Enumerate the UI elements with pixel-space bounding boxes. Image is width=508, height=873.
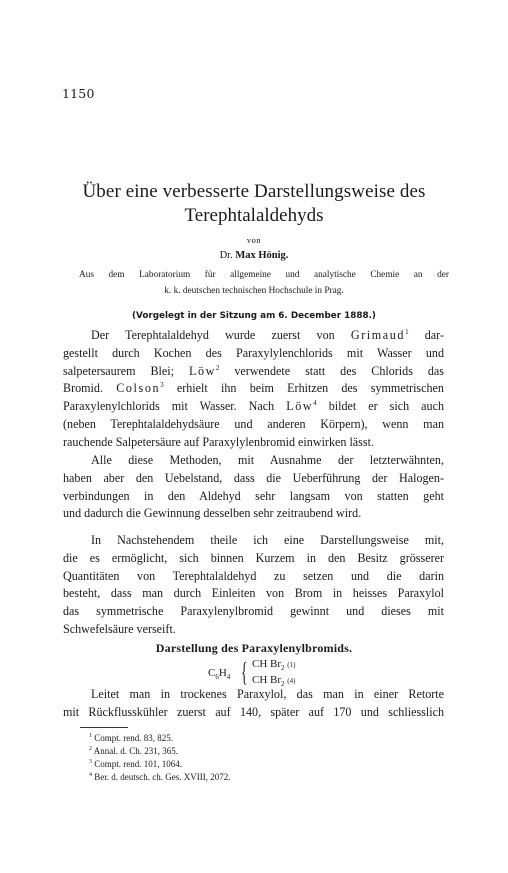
formula-brace: { bbox=[241, 657, 248, 687]
paragraph-3 bbox=[63, 532, 444, 639]
footnote-mark: 3 bbox=[160, 381, 164, 390]
author-reference: Colson bbox=[116, 381, 161, 396]
author-reference: Grimaud bbox=[350, 328, 406, 342]
body-line: (neben Terephtalaldehydsäure und anderen Körpern), wenn man bbox=[63, 416, 444, 431]
section-heading: Darstellung des Paraxylenylbromids. bbox=[155, 641, 353, 655]
body-line: haben aber den Uebelstand, dass die Ueberführung der Halogen- bbox=[63, 470, 444, 485]
body-line: Leitet man in trockenes Paraxylol, das man in einer Retorte bbox=[91, 687, 444, 701]
body-line: In Nachstehendem theile ich eine Darstellungsweise mit, bbox=[91, 533, 444, 547]
footnote-mark: 4 bbox=[313, 399, 317, 408]
formula-row-1: CH $Br_2$ (1) bbox=[252, 658, 296, 673]
author bbox=[0, 250, 508, 261]
author-reference: Löw bbox=[188, 363, 216, 378]
body-line: Bromid. Colson$^3$ erhielt ihn beim Erhitzen des symmetrischen bbox=[63, 381, 444, 396]
body-line: gestellt durch Kochen des Paraxylylenchlorids mit Wasser und bbox=[63, 345, 444, 360]
body-line: die es ermöglicht, sich binnen Kurzem in den Besitz grösserer bbox=[63, 550, 444, 565]
formula-row-2: CH $Br_2$ (4) bbox=[252, 674, 296, 689]
body-line: Der Terephtalaldehyd wurde zuerst von Grimaud$^1$ dar- bbox=[91, 328, 444, 342]
article-title-line-1: Über eine verbesserte Darstellungsweise des bbox=[82, 181, 426, 202]
presentation-note: (Vorgelegt in der Sitzung am 6. December 1888.) bbox=[132, 311, 376, 321]
byline-von: von bbox=[246, 235, 262, 245]
author-name: Max Hönig. bbox=[235, 250, 289, 261]
body-line: rauchende Salpetersäure auf Paraxylylenbromid einwirken lässt. bbox=[63, 434, 374, 449]
body-line: besteht, dass man durch Einleiten von Brom in heisses Paraxylol bbox=[63, 586, 444, 601]
body-line: Quantitäten von Terephtalaldehyd zu setzen und die darin bbox=[63, 568, 444, 583]
footnote-mark: 2 bbox=[215, 363, 220, 372]
body-line: verbindungen in den Aldehyd sehr langsam von statten geht bbox=[63, 488, 444, 503]
author-prefix: Dr. bbox=[219, 250, 233, 261]
affiliation-line-2: k. k. deutschen technischen Hochschule in Prag. bbox=[164, 286, 344, 296]
paragraph-1 bbox=[63, 327, 444, 452]
body-line: Alle diese Methoden, mit Ausnahme der letzterwähnten, bbox=[91, 453, 444, 467]
footnote-rule bbox=[80, 727, 128, 728]
body-line: salpetersaurem Blei; Löw$^2$ verwendete statt des Chlorids das bbox=[63, 363, 444, 378]
formula-core: $C_6H_4$ bbox=[208, 667, 231, 682]
page-number: 1150 bbox=[62, 86, 95, 101]
author-reference: Löw bbox=[286, 399, 314, 414]
paragraph-4 bbox=[63, 686, 444, 722]
footnote-mark: 1 bbox=[405, 328, 409, 336]
footnote: $^2$ Annal. d. Ch. 231, 365. bbox=[89, 746, 179, 756]
body-line: das symmetrische Paraxylenylbromid gewinnt und dieses mit bbox=[63, 604, 444, 619]
article-title-line-2: Terephtalaldehyds bbox=[184, 205, 324, 226]
footnote: $^1$ Compt. rend. 83, 825. bbox=[89, 733, 173, 743]
body-line: und dadurch die Gewinnung desselben sehr zeitraubend wird. bbox=[63, 506, 362, 521]
affiliation-line-1: Aus dem Laboratorium für allgemeine und analytische Chemie an der bbox=[79, 270, 449, 280]
paragraph-2 bbox=[63, 452, 444, 523]
footnote: $^4$ Ber. d. deutsch. ch. Ges. XVIII, 2072. bbox=[89, 772, 231, 782]
body-line: mit Rückflusskühler zuerst auf 140, später auf 170 und schliesslich bbox=[63, 704, 444, 719]
body-line: Paraxylenylchlorids mit Wasser. Nach Löw$^4$ bildet er sich auch bbox=[63, 399, 444, 414]
body-line: Schwefelsäure verseift. bbox=[63, 621, 176, 636]
footnote: $^3$ Compt. rend. 101, 1064. bbox=[89, 759, 182, 769]
